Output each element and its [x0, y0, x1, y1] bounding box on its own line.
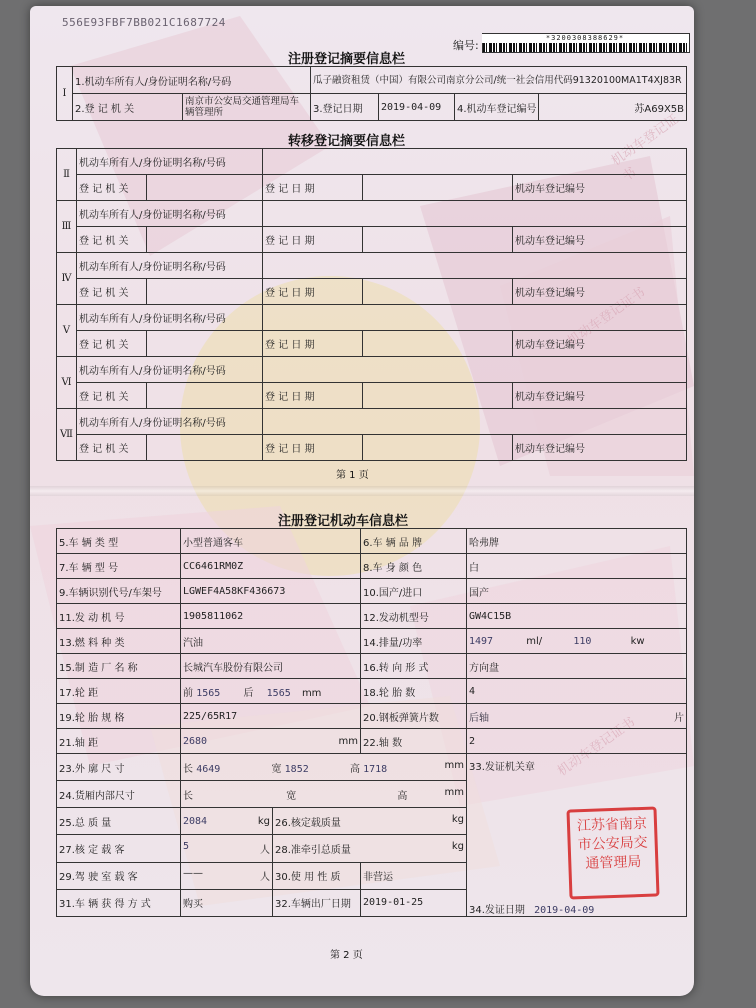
transfer-authority-value — [147, 383, 263, 409]
section-title-vehicle-info: 注册登记机动车信息栏 — [278, 514, 409, 529]
section-title-registration-summary: 注册登记摘要信息栏 — [288, 52, 406, 67]
transfer-date-label: 登 记 日 期 — [263, 435, 363, 461]
watermark-text: 机动车登记证书 — [555, 714, 639, 780]
transfer-owner-value — [263, 253, 687, 279]
transfer-owner-label: 机动车所有人/身份证明名称/号码 — [77, 201, 263, 227]
transfer-authority-label: 登 记 机 关 — [77, 383, 147, 409]
field-15-label: 15.制 造 厂 名 称 — [57, 654, 181, 679]
field-5-label: 5.车 辆 类 型 — [57, 529, 181, 554]
field-23-label: 23.外 廓 尺 寸 — [57, 754, 181, 781]
field-31-label: 31.车 辆 获 得 方 式 — [57, 889, 181, 916]
height-value: 1718 — [363, 763, 388, 775]
page-number-1: 第 1 页 — [336, 470, 369, 481]
transfer-owner-label: 机动车所有人/身份证明名称/号码 — [77, 253, 263, 279]
field-16-value: 方向盘 — [467, 654, 687, 679]
transfer-summary-table — [56, 148, 687, 461]
field-30-label: 30.使 用 性 质 — [273, 862, 361, 889]
field-32-value: 2019-01-25 — [361, 889, 467, 916]
field-31-value: 购买 — [181, 889, 273, 916]
registration-certificate-page — [30, 6, 694, 996]
rear-track-value: 1565 — [266, 687, 291, 699]
authority-value: 南京市公安局交通管理局车辆管理所 — [183, 94, 311, 121]
length-value: 4649 — [196, 763, 221, 775]
field-17-label: 17.轮 距 — [57, 679, 181, 704]
field-5-value: 小型普通客车 — [181, 529, 361, 554]
transfer-owner-label: 机动车所有人/身份证明名称/号码 — [77, 149, 263, 175]
transfer-owner-label: 机动车所有人/身份证明名称/号码 — [77, 409, 263, 435]
spring-unit: 片 — [674, 712, 684, 724]
transfer-date-value — [363, 383, 513, 409]
front-label: 前 — [183, 687, 193, 699]
number-label: 编号: — [453, 39, 479, 52]
displacement-unit: ml/ — [526, 635, 543, 647]
transfer-authority-value — [147, 435, 263, 461]
field-11-label: 11.发 动 机 号 — [57, 604, 181, 629]
row-roman: Ⅱ — [57, 149, 77, 201]
field-19-value: 225/65R17 — [181, 704, 361, 729]
transfer-date-label: 登 记 日 期 — [263, 175, 363, 201]
transfer-date-value — [363, 227, 513, 253]
power-unit: kw — [630, 635, 645, 647]
page-number-2: 第 2 页 — [330, 950, 363, 961]
mm-unit: mm — [444, 759, 464, 771]
section-title-transfer-summary: 转移登记摘要信息栏 — [288, 134, 406, 149]
field-6-value: 哈弗牌 — [467, 529, 687, 554]
transfer-authority-label: 登 记 机 关 — [77, 435, 147, 461]
field-25-label: 25.总 质 量 — [57, 808, 181, 835]
cab-passengers-value: —— — [183, 868, 203, 880]
field-20-label: 20.钢板弹簧片数 — [361, 704, 467, 729]
field-11-value: 1905811062 — [181, 604, 361, 629]
field-26-label: 26.核定载质量 — [275, 817, 341, 829]
height-label: 高 — [349, 763, 360, 775]
row-roman: Ⅴ — [57, 305, 77, 357]
transfer-authority-label: 登 记 机 关 — [77, 175, 147, 201]
person-unit: 人 — [260, 872, 270, 884]
length-label: 长 — [183, 790, 193, 802]
transfer-regno-label: 机动车登记编号 — [513, 383, 687, 409]
transfer-date-label: 登 记 日 期 — [263, 279, 363, 305]
field-15-value: 长城汽车股份有限公司 — [181, 654, 361, 679]
field-19-label: 19.轮 胎 规 格 — [57, 704, 181, 729]
page-fold — [30, 486, 694, 496]
field-23-value — [181, 754, 467, 781]
field-18-label: 18.轮 胎 数 — [361, 679, 467, 704]
row-roman: Ⅳ — [57, 253, 77, 305]
owner-value: 瓜子融资租赁（中国）有限公司南京分公司/统一社会信用代码91320100MA1T4XJ83R — [311, 67, 687, 94]
field-9-value: LGWEF4A58KF436673 — [181, 579, 361, 604]
spring-axle: 后轴 — [469, 712, 489, 724]
field-10-value: 国产 — [467, 579, 687, 604]
height-label: 高 — [397, 790, 408, 802]
field-17-value — [181, 679, 361, 704]
transfer-authority-value — [147, 227, 263, 253]
field-24-label: 24.货厢内部尺寸 — [57, 781, 181, 808]
transfer-authority-value — [147, 331, 263, 357]
serial-number: 556E93FBF7BB021C1687724 — [62, 16, 226, 29]
transfer-regno-label: 机动车登记编号 — [513, 331, 687, 357]
width-value: 1852 — [284, 763, 309, 775]
authority-label: 2.登 记 机 关 — [73, 94, 183, 121]
wheelbase-value: 2680 — [183, 735, 208, 747]
field-10-label: 10.国产/进口 — [361, 579, 467, 604]
field-28 — [273, 835, 467, 862]
gross-mass-value: 2084 — [183, 815, 208, 827]
date-label: 3.登记日期 — [311, 94, 379, 121]
registration-summary-table — [56, 66, 687, 121]
field-7-value: CC6461RM0Z — [181, 554, 361, 579]
person-unit: 人 — [260, 845, 270, 857]
transfer-owner-value — [263, 357, 687, 383]
transfer-authority-label: 登 记 机 关 — [77, 279, 147, 305]
field-22-value: 2 — [467, 729, 687, 754]
field-29-value — [181, 862, 273, 889]
field-6-label: 6.车 辆 品 牌 — [361, 529, 467, 554]
transfer-date-value — [363, 175, 513, 201]
transfer-owner-value — [263, 409, 687, 435]
field-16-label: 16.转 向 形 式 — [361, 654, 467, 679]
kg-unit: kg — [257, 815, 270, 827]
transfer-authority-label: 登 记 机 关 — [77, 331, 147, 357]
mm-unit: mm — [444, 786, 464, 798]
transfer-owner-label: 机动车所有人/身份证明名称/号码 — [77, 357, 263, 383]
transfer-date-value — [363, 279, 513, 305]
date-value: 2019-04-09 — [379, 94, 455, 121]
field-28-label: 28.准牵引总质量 — [275, 845, 351, 857]
field-12-label: 12.发动机型号 — [361, 604, 467, 629]
owner-label: 1.机动车所有人/身份证明名称/号码 — [73, 67, 311, 94]
length-label: 长 — [183, 763, 193, 775]
field-26 — [273, 808, 467, 835]
transfer-regno-label: 机动车登记编号 — [513, 435, 687, 461]
rear-label: 后 — [243, 687, 254, 699]
width-label: 宽 — [286, 790, 297, 802]
passengers-value: 5 — [183, 841, 190, 853]
transfer-authority-value — [147, 175, 263, 201]
watermark-text: 机动车登记证书 — [565, 284, 649, 350]
field-29-label: 29.驾 驶 室 载 客 — [57, 862, 181, 889]
field-14-value — [467, 629, 687, 654]
field-8-value: 白 — [467, 554, 687, 579]
row-roman: Ⅰ — [57, 67, 73, 121]
displacement-value: 1497 — [469, 635, 494, 647]
transfer-owner-label: 机动车所有人/身份证明名称/号码 — [77, 305, 263, 331]
field-8-label: 8.车 身 颜 色 — [361, 554, 467, 579]
kg-unit: kg — [451, 841, 464, 853]
field-18-value: 4 — [467, 679, 687, 704]
transfer-date-label: 登 记 日 期 — [263, 383, 363, 409]
width-label: 宽 — [271, 763, 282, 775]
mm-unit: mm — [301, 687, 322, 699]
field-32-label: 32.车辆出厂日期 — [273, 889, 361, 916]
transfer-owner-value — [263, 149, 687, 175]
field-24-value — [181, 781, 467, 808]
field-27-label: 27.核 定 载 客 — [57, 835, 181, 862]
transfer-authority-value — [147, 279, 263, 305]
front-track-value: 1565 — [196, 687, 221, 699]
field-12-value: GW4C15B — [467, 604, 687, 629]
regno-label: 4.机动车登记编号 — [455, 94, 539, 121]
transfer-date-value — [363, 435, 513, 461]
transfer-date-value — [363, 331, 513, 357]
transfer-regno-label: 机动车登记编号 — [513, 227, 687, 253]
field-34-value: 2019-04-09 — [534, 905, 595, 916]
transfer-date-label: 登 记 日 期 — [263, 331, 363, 357]
field-13-value: 汽油 — [181, 629, 361, 654]
field-34-label: 34.发证日期 — [469, 905, 525, 916]
barcode-number: *3200308388629* — [482, 34, 688, 43]
row-roman: Ⅶ — [57, 409, 77, 461]
field-25-value — [181, 808, 273, 835]
power-value: 110 — [573, 635, 592, 647]
field-27-value — [181, 835, 273, 862]
transfer-owner-value — [263, 201, 687, 227]
field-14-label: 14.排量/功率 — [361, 629, 467, 654]
field-21-label: 21.轴 距 — [57, 729, 181, 754]
kg-unit: kg — [451, 813, 464, 825]
regno-value: 苏A69X5B — [539, 94, 687, 121]
transfer-regno-label: 机动车登记编号 — [513, 175, 687, 201]
field-33-label: 33.发证机关章 — [469, 762, 535, 773]
field-9-label: 9.车辆识别代号/车架号 — [57, 579, 181, 604]
field-13-label: 13.燃 料 种 类 — [57, 629, 181, 654]
transfer-authority-label: 登 记 机 关 — [77, 227, 147, 253]
watermark-text: 机动车登记证书 — [608, 112, 682, 185]
transfer-owner-value — [263, 305, 687, 331]
row-roman: Ⅵ — [57, 357, 77, 409]
transfer-date-label: 登 记 日 期 — [263, 227, 363, 253]
official-seal: 江苏省南京 市公安局交 通管理局 — [566, 806, 659, 899]
field-20-value — [467, 704, 687, 729]
field-21-value — [181, 729, 361, 754]
field-7-label: 7.车 辆 型 号 — [57, 554, 181, 579]
transfer-regno-label: 机动车登记编号 — [513, 279, 687, 305]
row-roman: Ⅲ — [57, 201, 77, 253]
field-30-value: 非营运 — [361, 862, 467, 889]
field-22-label: 22.轴 数 — [361, 729, 467, 754]
mm-unit: mm — [338, 735, 358, 747]
